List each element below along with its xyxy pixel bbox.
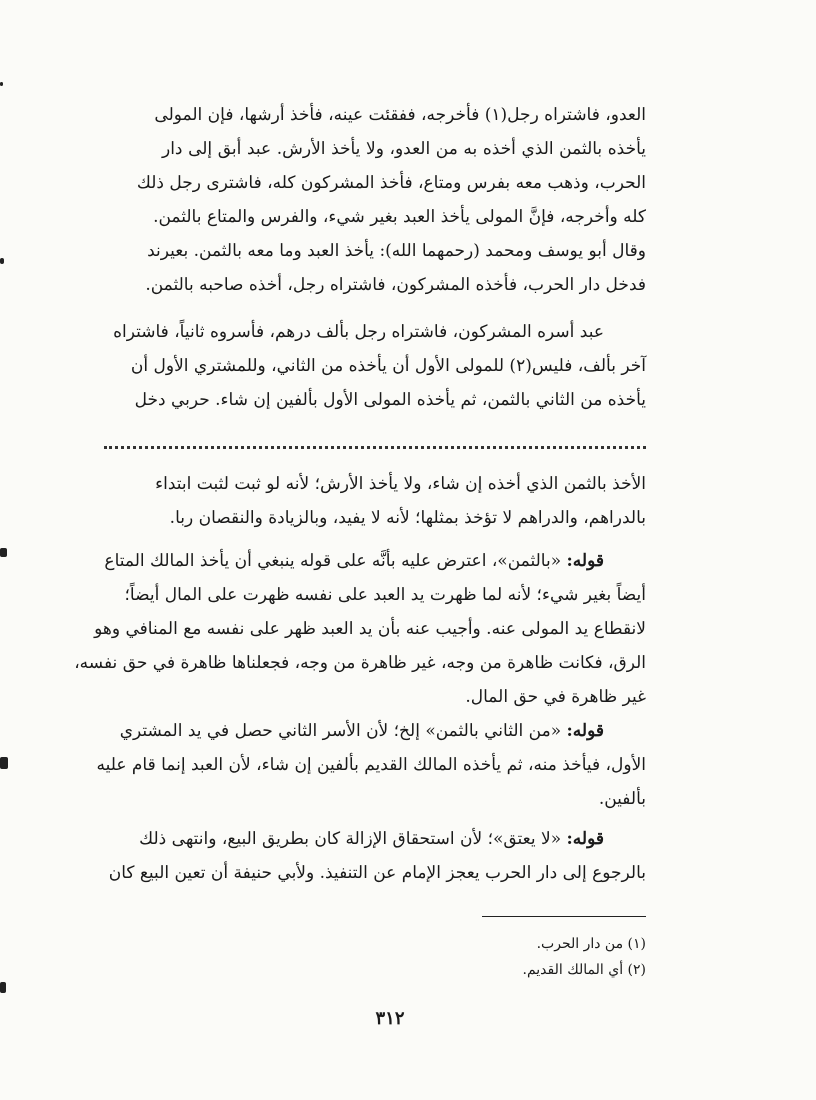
scan-mark <box>0 258 4 264</box>
text-line: عبد أسره المشركون، فاشتراه رجل بألف درهم، فأسروه ثانياً، فاشتراه <box>113 322 604 342</box>
text-line: غير ظاهرة في حق المال. <box>465 687 646 707</box>
qawluhu-label: قوله: <box>566 829 604 849</box>
commentary-paragraph-1 <box>155 467 646 535</box>
text-line <box>139 822 646 856</box>
scan-mark <box>0 82 3 86</box>
text-line <box>104 544 646 578</box>
page-number: ٣١٢ <box>375 1008 405 1029</box>
footnote-2: (٢) أي المالك القديم. <box>522 962 646 978</box>
text-line: الأخذ بالثمن الذي أخذه إن شاء، ولا يأخذ الأرش؛ لأنه لو ثبت لثبت ابتداء <box>155 474 646 494</box>
qawluhu-label: قوله: <box>566 721 604 741</box>
text-line <box>119 714 646 748</box>
text-line: يأخذه بالثمن الذي أخذه به من العدو، ولا يأخذ الأرش. عبد أبق إلى دار <box>162 139 646 159</box>
commentary-paragraph-3 <box>96 714 646 816</box>
scan-mark <box>0 548 7 557</box>
text-line: العدو، فاشتراه رجل(١) فأخرجه، ففقئت عينه، فأخذ أرشها، فإن المولى <box>154 105 646 125</box>
text-line: الحرب، وذهب معه بفرس ومتاع، فأخذ المشركون كله، فاشترى رجل ذلك <box>136 173 646 193</box>
text-segment: «لا يعتق»؛ لأن استحقاق الإزالة كان بطريق البيع، وانتهى ذلك <box>139 829 562 849</box>
footnote-rule <box>482 916 646 917</box>
text-line: بالدراهم، والدراهم لا تؤخذ بمثلها؛ لأنه لا يفيد، وبالزيادة والنقصان ربا. <box>169 508 646 528</box>
commentary-paragraph-4 <box>108 822 646 890</box>
section-divider <box>104 446 646 449</box>
main-text-paragraph-2 <box>113 315 646 417</box>
qawluhu-label: قوله: <box>566 551 604 571</box>
text-line: بألفين. <box>598 789 646 809</box>
text-line: وقال أبو يوسف ومحمد (رحمهما الله): يأخذ العبد وما معه بالثمن. بعيرند <box>147 241 646 261</box>
text-segment: «بالثمن»، اعترض عليه بأنَّه على قوله ينبغي أن يأخذ المالك المتاع <box>104 551 562 571</box>
text-segment: «من الثاني بالثمن» إلخ؛ لأن الأسر الثاني حصل في يد المشتري <box>119 721 562 741</box>
text-line: أيضاً بغير شيء؛ لأنه لما ظهرت يد العبد على نفسه ظهرت على المال أيضاً؛ <box>124 585 646 605</box>
text-line: لانقطاع يد المولى عنه. وأجيب عنه بأن يد العبد ظهر على نفسه مع المنافي وهو <box>94 619 646 639</box>
text-line: كله وأخرجه، فإنَّ المولى يأخذ العبد بغير شيء، والفرس والمتاع بالثمن. <box>153 207 646 227</box>
text-line: آخر بألف، فليس(٢) للمولى الأول أن يأخذه من الثاني، وللمشتري الأول أن <box>130 356 646 376</box>
text-line: الرق، فكانت ظاهرة من وجه، غير ظاهرة من وجه، فجعلناها ظاهرة في حق نفسه، <box>74 653 646 673</box>
text-line: بالرجوع إلى دار الحرب يعجز الإمام عن التنفيذ. ولأبي حنيفة أن تعين البيع كان <box>108 863 646 883</box>
commentary-paragraph-2 <box>74 544 646 714</box>
footnote-1: (١) من دار الحرب. <box>536 936 646 952</box>
text-line: الأول، فيأخذ منه، ثم يأخذه المالك القديم بألفين إن شاء، لأن العبد إنما قام عليه <box>96 755 646 775</box>
scan-mark <box>0 982 6 993</box>
main-text-paragraph-1 <box>136 98 646 302</box>
scan-mark <box>0 757 8 769</box>
text-line: فدخل دار الحرب، فأخذه المشركون، فاشتراه رجل، أخذه صاحبه بالثمن. <box>145 275 646 295</box>
text-line: يأخذه من الثاني بالثمن، ثم يأخذه المولى الأول بألفين إن شاء. حربي دخل <box>134 390 646 410</box>
